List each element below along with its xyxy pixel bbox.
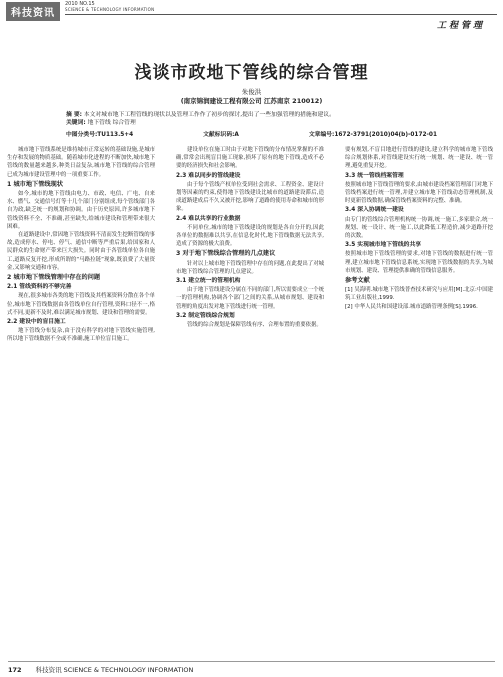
page-footer [8,661,495,674]
abstract-label: 摘 要: [66,112,82,118]
subsection-heading: 3.4 深入协调统一建设 [345,207,404,214]
issue-number: 2010 NO.15 [65,1,95,7]
section-name: 工程管理 [436,21,485,31]
paragraph: 建设单位在施工时由于对地下管线的分布情况掌握的不准确,常常会出现盲目施工现象,损坏了原有的地下管线,造成不必要的经济损失和社会影响。 [176,147,324,170]
article-meta [66,129,437,138]
affiliation: (南京锦润建设工程有限公司 江苏南京 210012) [180,97,323,105]
paragraph: 按照城市地下管线管理的要求,对地下管线的数据进行统一管理,建立城市地下管线信息系统,实现地下管线数据的共享,为城市规划、建设、管理提供准确的管线信息服务。 [345,251,493,274]
keywords-text: 地下管线 综合管理 [87,120,136,126]
subsection-heading: 2.1 管线资料的不够完善 [7,284,72,291]
section-heading: 参考文献 [345,277,370,285]
article-number: 文章编号:1672-3791(2010)04(b)-0172-01 [308,132,437,138]
header-rule [65,14,497,15]
issue-info [65,1,154,13]
paragraph: 现在,很多城市各类的地下管线及其档案资料分散在各个单位,城市地下管线数据由各管线单位自行管理,资料口径不一,格式不同,更新不及时,难以满足城市规划、建设和管理的需要。 [7,293,155,316]
subsection-heading: 2.2 建设中的盲目施工 [7,319,66,326]
paragraph: 不同单位,城市的地下管线建设的规划是各自分开的,因此各单位的数据难以共享,在信息化时代,地下管线数据无法共享,造成了资源的极大浪费。 [176,224,324,248]
footer-journal: 科技资讯 SCIENCE & TECHNOLOGY INFORMATION [35,666,194,674]
paragraph: 地下管线分布复杂,由于没有科学的对地下管线实施管理,所以地下管线数据不全或不准确,施工单位盲目施工。 [7,328,155,343]
column-2 [176,146,324,329]
abstract-block [66,111,437,127]
paragraph: 由于地下管线建设分属在不同的部门,所以需要成立一个统一的管理机构,协调各个部门之间的关系,从城市规划、建设和管理的角度出发对地下管线进行统一管理。 [176,287,324,310]
subsection-heading: 3.5 实现城市地下管线的共享 [345,242,422,249]
keywords-label: 关键词: [66,120,86,126]
paragraph: 如今,城市的地下管线由电力、市政、电信、广电、自来水、燃气、交通信号灯等十几个部门分别组成,每个管线部门各自为政,缺乏统一的规划和协调。由于历史原因,许多城市地下管线资料不全、不准确,甚至缺失,给城市建设和管理带来很大困难。 [7,191,155,230]
paragraph: 针对以上城市地下管线管理中存在的问题,在此提出了对城市地下管线综合管理的几点建议。 [176,260,324,275]
document-code: 文献标识码:A [203,132,239,138]
paragraph: 管线的综合规划是保障管线有序、合理布置的重要依据。 [187,322,322,329]
paragraph: 在道路建设中,常因地下管线资料不清而发生挖断管线的事故,造成停水、停电、停气、通信中断等严重后果,给国家和人民群众的生命财产带来巨大损失。同时由于各管线单位各自施工,道路反复开挖,形成所谓的“马路拉链”现象,既浪费了大量资金,又影响交通和市容。 [7,232,155,271]
clc-number: 中图分类号:TU113.5+4 [66,132,134,138]
subsection-heading: 3.3 统一管线档案管理 [345,172,404,179]
section-heading: 2 城市地下管线管理中存在的问题 [7,274,101,282]
section-heading: 3 对于地下管线综合管理的几点建议 [176,250,276,258]
paragraph: 按照城市地下管线管理的要求,由城市建设档案管理部门对地下管线档案进行统一管理,并建立城市地下管线动态管理机制,及时更新管线数据,确保管线档案资料的完整、准确。 [345,181,493,205]
paragraph: 城市地下管线系统是维持城市正常运转的基础设施,是城市生存和发展的物质基础。随着城市化进程的不断加快,城市地下管线的数量越来越多,种类日益复杂,城市地下管线的综合管理已成为城市建设管理中的一项重要工作。 [7,147,155,178]
reference-item: [2] 中华人民共和国建设部.城市道路管理条例[S].1996. [345,303,478,310]
paragraph: 由于每个管线产权单位受到社会需求、工程资金、建设计划等因素的约束,使得地下管线建设比城市的道路建设滞后,造成道路建成后不久又被开挖,影响了道路的使用寿命和城市的形象。 [176,181,324,213]
column-1 [7,146,155,344]
subsection-heading: 2.4 难以共享的行业数据 [176,215,241,222]
paragraph: 要有规划,不盲目地进行管线的建设,建立科学的城市地下管线综合规划体系,对管线建设实行统一规划、统一建设、统一管理,避免重复开挖。 [345,147,493,170]
subsection-heading: 3.2 制定管线综合规划 [176,312,235,319]
journal-english-name: SCIENCE & TECHNOLOGY INFORMATION [65,7,155,12]
column-3 [345,146,493,311]
author: 朱俊洪 [241,88,262,96]
reference-item: [1] 吴海明.城市地下管线普查技术研究与应用[M].北京:中国建筑工业出版社,1999. [345,287,493,302]
journal-tag: 科技资讯 [6,2,60,21]
page-number: 172 [8,665,22,674]
article-title: 浅谈市政地下管线的综合管理 [134,63,369,83]
abstract-text: 本文对城市地下工程管线的现状以及管理工作作了初步的探讨,提出了一些加强管理的措施和建议。 [83,112,335,118]
subsection-heading: 3.1 建立统一的管理机构 [176,278,241,285]
section-heading: 1 城市地下管线现状 [7,180,63,188]
subsection-heading: 2.3 难以同步的管线建设 [176,172,241,179]
paragraph: 由专门的管线综合管理机构统一协调,统一施工,多家联合,统一规划、统一设计、统一施工,以此降低工程造价,减少道路开挖的次数。 [345,216,493,240]
